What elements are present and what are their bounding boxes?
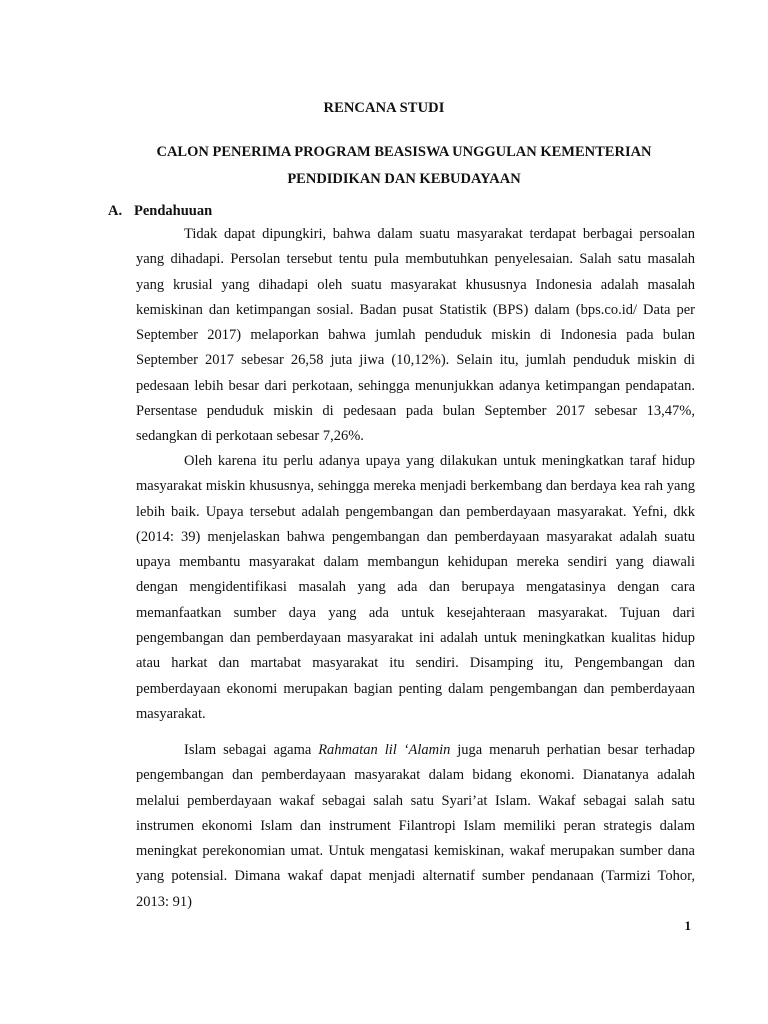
- paragraph-3: [136, 738, 695, 915]
- paragraph-1: Tidak dapat dipungkiri, bahwa dalam suatu masyarakat terdapat berbagai persoalan yang dihadapi. Persolan tersebut tentu pula membutuhkan penyelesaian. Salah satu masalah yang krusial yang dihadapi oleh suatu masyarakat khususnya Indonesia adalah masalah kemiskinan dan ketimpangan sosial. Badan pusat Statistik (BPS) dalam (bps.co.id/ Data per September 2017) melaporkan bahwa jumlah penduduk miskin di Indonesia pada bulan September 2017 sebesar 26,58 juta jiwa (10,12%). Selain itu, jumlah penduduk miskin di pedesaan lebih besar dari perkotaan, sehingga menunjukkan adanya ketimpangan pendapatan. Persentase penduduk miskin di pedesaan pada bulan September 2017 sebesar 13,47%, sedangkan di perkotaan sebesar 7,26%.: [136, 226, 695, 445]
- document-title: RENCANA STUDI: [323, 100, 445, 116]
- paragraph-3-rest: juga menaruh perhatian besar terhadap pengembangan dan pemberdayaan masyarakat dalam bidang ekonomi. Dianatanya adalah melalui pemberdayaan wakaf sebagai salah satu Syari’at Islam. Wakaf sebagai salah satu instrumen ekonomi Islam dan instrument Filantropi Islam memiliki peran strategis dalam meningkat perekonomian umat. Untuk mengatasi kemiskinan, wakaf merupakan sumber dana yang potensial. Dimana wakaf dapat menjadi alternatif sumber pendanaan (Tarmizi Tohor, 2013: 91): [136, 742, 695, 910]
- page-number: 1: [684, 918, 691, 933]
- paragraph-2: Oleh karena itu perlu adanya upaya yang dilakukan untuk meningkatkan taraf hidup masyarakat miskin khususnya, sehingga mereka menjadi berkembang dan berdaya kea rah yang lebih baik. Upaya tersebut adalah pengembangan dan pemberdayaan masyarakat. Yefni, dkk (2014: 39) menjelaskan bahwa pengembangan dan pemberdayaan masyarakat adalah suatu upaya membantu masyarakat dalam membangun kehidupan mereka sendiri yang diawali dengan mengidentifikasi masalah yang ada dan berupaya mengatasinya dengan cara memanfaatkan sumber daya yang ada untuk kesejahteraan masyarakat. Tujuan dari pengembangan dan pemberdayaan masyarakat ini adalah untuk meningkatkan kualitas hidup atau harkat dan martabat masyarakat itu sendiri. Disamping itu, Pengembangan dan pemberdayaan ekonomi merupakan bagian penting dalam pengembangan dan pemberdayaan masyarakat.: [136, 453, 695, 722]
- section-marker: A.: [108, 203, 123, 219]
- section-heading-text: Pendahuuan: [134, 203, 213, 219]
- section-heading: [108, 203, 212, 220]
- document-subtitle: CALON PENERIMA PROGRAM BEASISWA UNGGULAN KEMENTERIAN PENDIDIKAN DAN KEBUDAYAAN: [156, 144, 652, 187]
- paragraph-3-italic-term: Rahmatan lil ‘Alamin: [318, 742, 451, 758]
- paragraph-3-start: Islam sebagai agama: [184, 742, 319, 758]
